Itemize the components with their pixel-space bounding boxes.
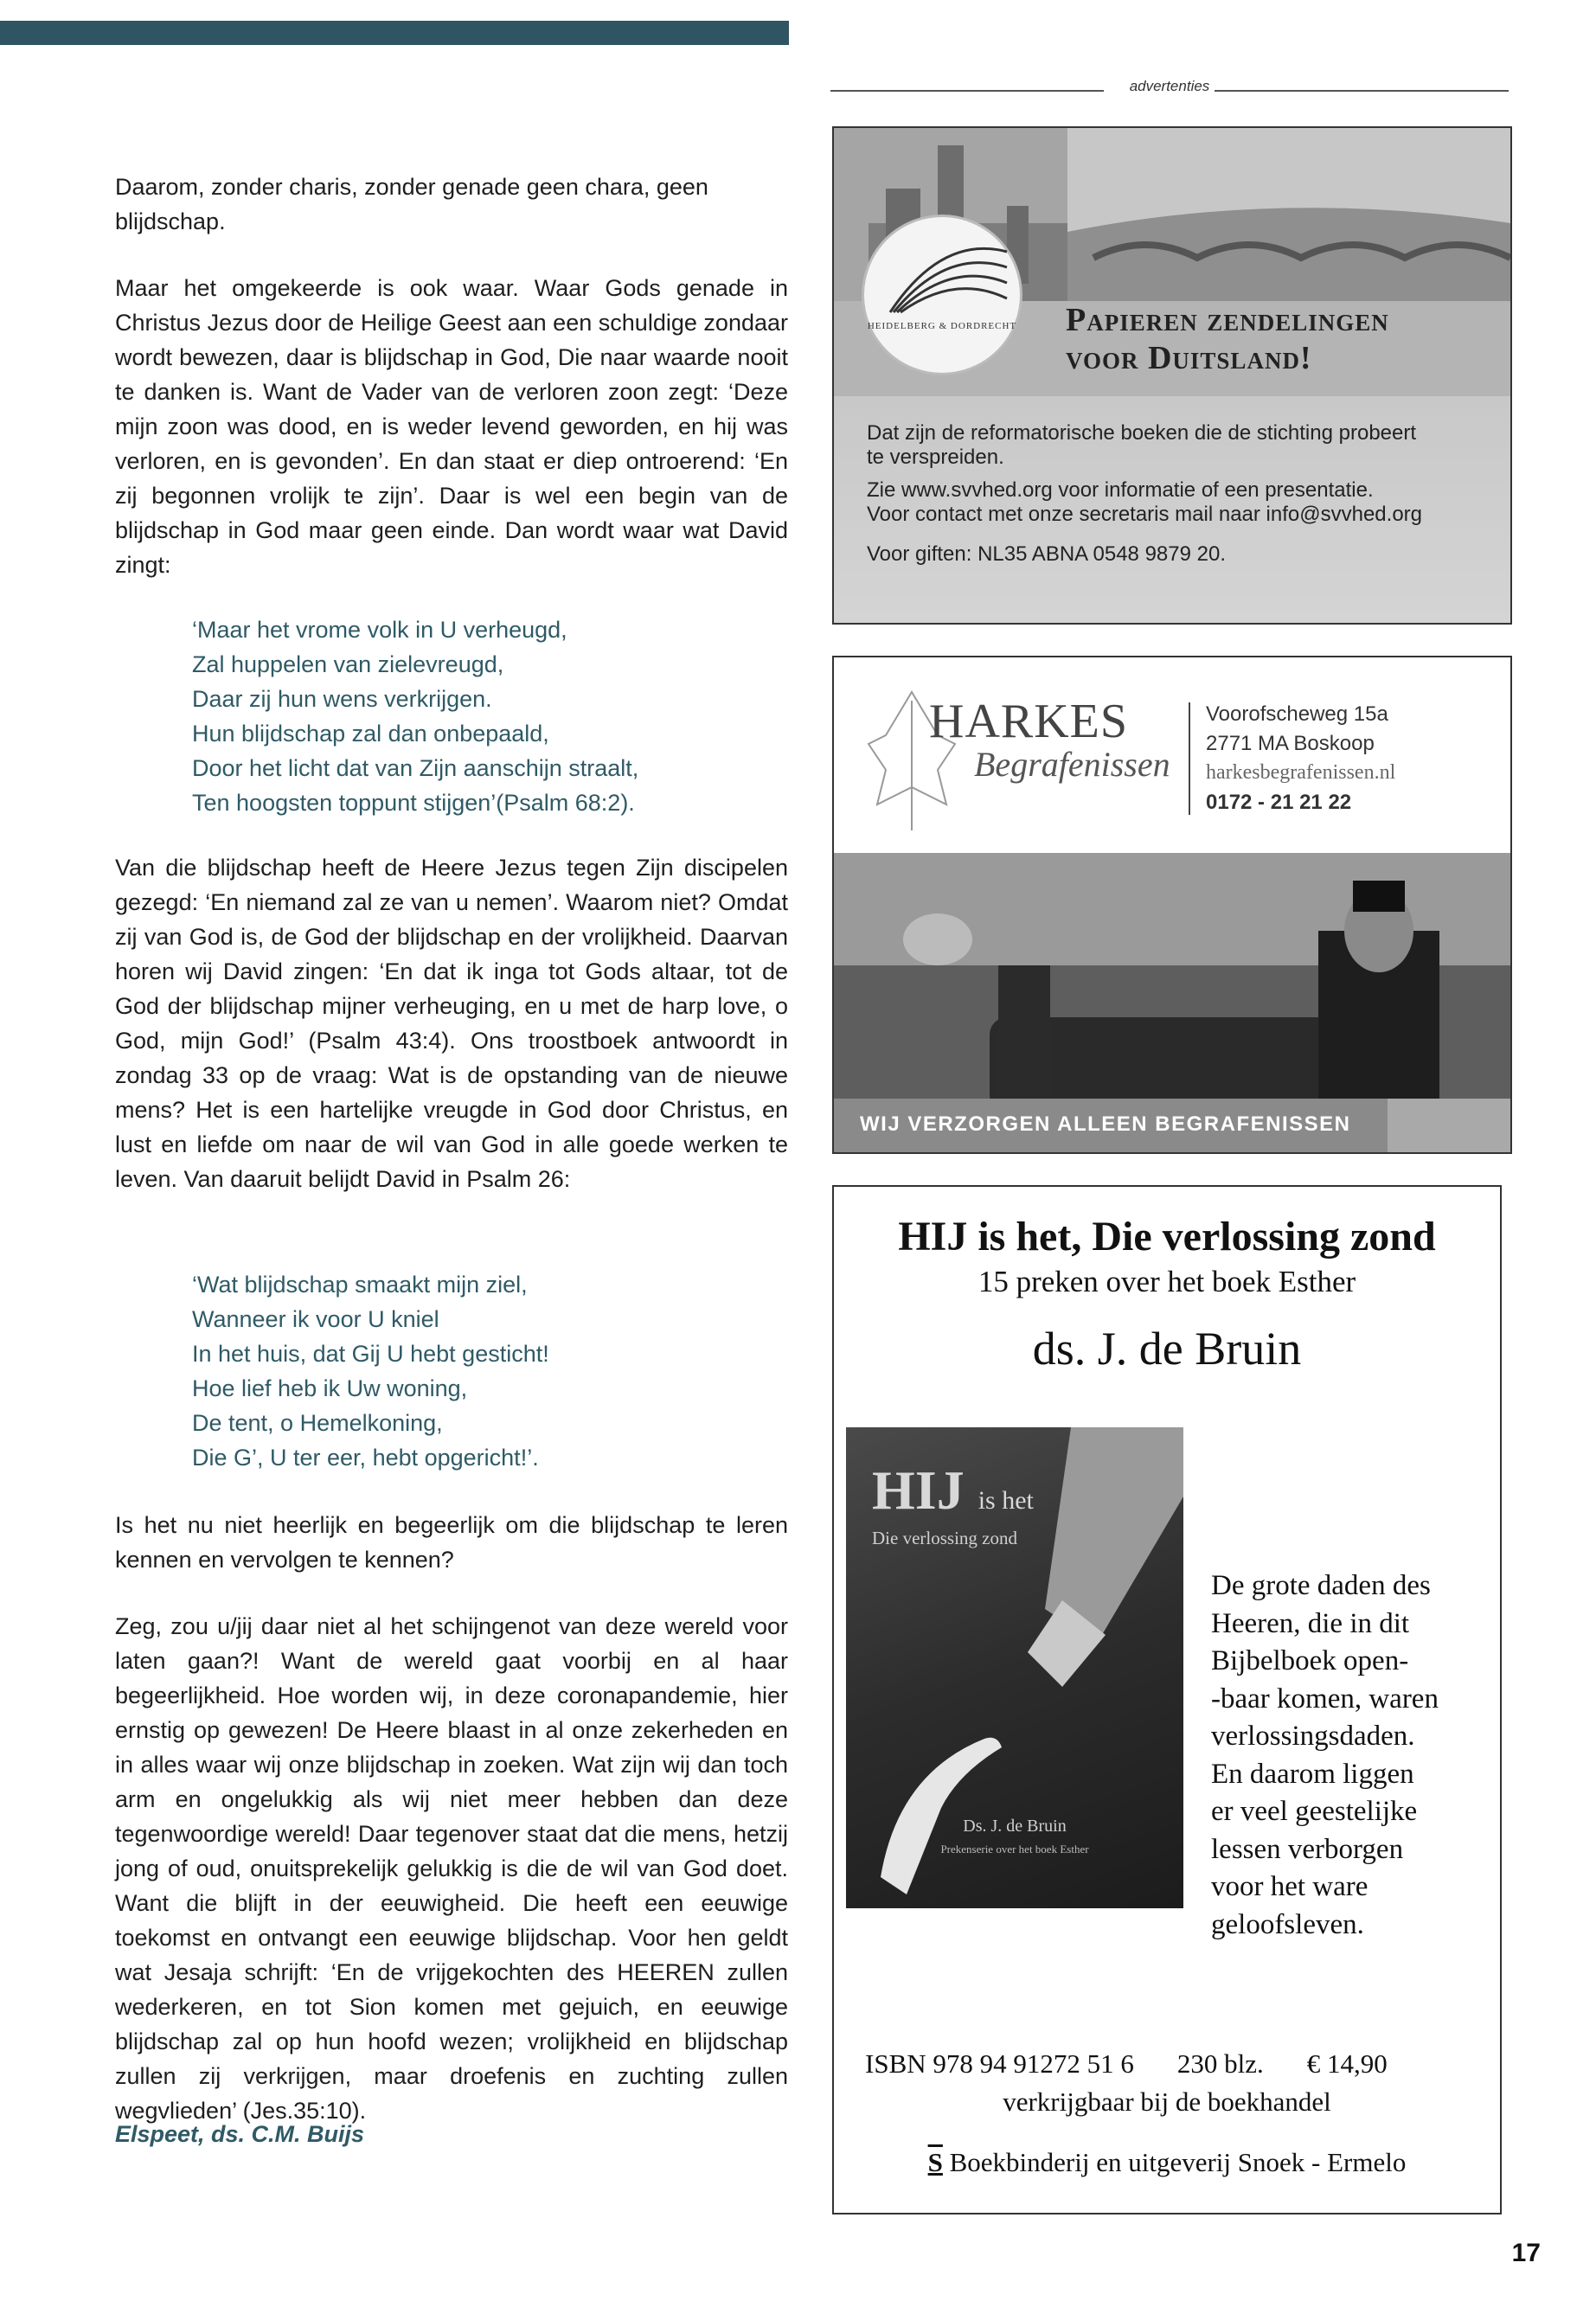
ad-line: Dat zijn de reformatorische boeken die de stichting probeert — [867, 421, 1417, 445]
section-label — [830, 76, 1509, 102]
article-paragraph-5 — [115, 1609, 788, 2128]
slogan-bar-end — [1388, 1099, 1510, 1152]
availability: verkrijgbaar bij de boekhandel — [1003, 2086, 1331, 2117]
book-description — [1211, 1567, 1439, 1944]
article-paragraph-3 — [115, 850, 788, 1196]
ad-harkes-begrafenissen — [832, 656, 1512, 1154]
address-line: 2771 MA Boskoop — [1206, 732, 1375, 755]
desc-line: Bijbelboek open- — [1211, 1645, 1409, 1676]
harkes-name: HARKES — [929, 695, 1129, 748]
ad-line: Voor contact met onze secretaris mail naar info@svvhed.org — [867, 503, 1422, 526]
page-count: 230 blz. — [1176, 2048, 1264, 2079]
book-title: HIJ is het, Die verlossing zond — [898, 1214, 1436, 1259]
section-label-text: advertenties — [1129, 78, 1210, 94]
isbn: ISBN 978 94 91272 51 6 — [865, 2048, 1134, 2079]
verse-line: Hoe lief heb ik Uw woning, — [192, 1375, 468, 1401]
slogan-text: WIJ VERZORGEN ALLEEN BEGRAFENISSEN — [860, 1112, 1351, 1136]
desc-line: Heeren, die in dit — [1211, 1607, 1410, 1639]
desc-line: er veel geestelijke — [1211, 1796, 1418, 1827]
ad-line: Zie www.svvhed.org voor informatie of een presentatie. — [867, 478, 1374, 502]
article-paragraph-2 — [115, 271, 788, 582]
verse-line: ‘Wat blijdschap smaakt mijn ziel, — [192, 1272, 528, 1298]
publisher-logo-icon: S — [927, 2147, 943, 2177]
desc-line: voor het ware — [1211, 1871, 1368, 1902]
paragraph-text: Maar het omgekeerde is ook waar. Waar Gods genade in Christus Jezus door de Heilige Geest aan een schuldige zondaar wordt bewezen, daar is blijdschap in God, Die naar waarde nooit te danken is. Want de Vader van de verloren zoon zegt: ‘Deze mijn zoon was dood, en is weder levend geworden, en hij was verloren, en is gevonden’. En dan staat er diep ontroerend: ‘En zij begonnen vrolijk te zijn’. Daar is wel een begin van de blijdschap in God maar geen einde. Dan wordt waar wat David zingt: — [115, 275, 788, 578]
slogan-bar — [834, 1099, 1388, 1152]
publisher — [834, 2147, 1500, 2178]
ad-title-line2: voor Duitsland! — [1066, 340, 1312, 376]
harkes-header — [834, 657, 1510, 853]
ad-title — [1066, 301, 1389, 377]
ad-line: te verspreiden. — [867, 445, 1004, 469]
divider — [1189, 702, 1190, 815]
book-author: ds. J. de Bruin — [1032, 1323, 1302, 1375]
desc-line: lessen verborgen — [1211, 1833, 1404, 1865]
price: € 14,90 — [1306, 2048, 1388, 2079]
verse-line: Die G’, U ter eer, hebt opgericht!’. — [192, 1445, 539, 1471]
book-subtitle: 15 preken over het boek Esther — [977, 1265, 1356, 1298]
cover-author: Ds. J. de Bruin — [963, 1817, 1067, 1836]
ad-papieren-zendelingen — [832, 126, 1512, 625]
article-paragraph-1 — [115, 170, 788, 239]
ad-book-esther — [832, 1185, 1502, 2214]
psalm-quote-2 — [192, 1267, 549, 1475]
cover-title-small: is het — [977, 1486, 1034, 1515]
paragraph-text: Is het nu niet heerlijk en begeerlijk om die blijdschap te leren kennen en vervolgen te kennen? — [115, 1512, 788, 1573]
book-details — [865, 2048, 1388, 2080]
paragraph-text: Zeg, zou u/jij daar niet al het schijngenot van deze wereld voor laten gaan?! Want de wereld gaat voorbij en al haar begeerlijkheid. Hoe worden wij, in deze coronapandemie, hier ernstig op gewezen! De Heere blaast in al onze zekerheden en in alles waar wij onze blijdschap in zoeken. Wat zijn wij dan toch arm en ongelukkig als wij niet meer hebben dan deze tegenwoordige wereld! Daar tegenover staat dat die mens, hetzij jong of oud, onuitsprekelijk gelukkig is die de wil van God doet. Want die blijft in der eeuwigheid. Die heeft een eeuwige toekomst en ontvangt een eeuwige blijdschap. Voor hen geldt wat Jesaja schrijft: ‘En de vrijgekochten des HEEREN zullen wederkeren, en tot Sion komen met gejuich, en eeuwige blijdschap zal op hun hoofd wezen; vrolijkheid en blijdschap zullen zij verkrijgen, maar droefenis en zuchting zullen wegvlieden’ (Jes.35:10). — [115, 1613, 788, 2124]
cover-subtitle: Die verlossing zond — [872, 1528, 1017, 1548]
verse-line: Ten hoogsten toppunt stijgen’(Psalm 68:2). — [192, 790, 635, 816]
book-cover — [846, 1427, 1183, 1908]
logo-text: HEIDELBERG & DORDRECHT — [867, 321, 1017, 331]
verse-line: Zal huppelen van zielevreugd, — [192, 651, 504, 677]
verse-line: In het huis, dat Gij U hebt gesticht! — [192, 1341, 549, 1367]
ad-title-line1: Papieren zendelingen — [1066, 302, 1389, 338]
cover-series: Prekenserie over het boek Esther — [940, 1843, 1089, 1856]
fan-logo-icon — [864, 217, 1020, 321]
harkes-subtitle: Begrafenissen — [974, 745, 1170, 784]
ad-line: Voor giften: NL35 ABNA 0548 9879 20. — [867, 542, 1226, 566]
desc-line: De grote daden des — [1211, 1570, 1431, 1601]
verse-line: Door het licht dat van Zijn aanschijn straalt, — [192, 755, 639, 781]
page-number: 17 — [1511, 2239, 1541, 2267]
verse-line: Daar zij hun wens verkrijgen. — [192, 686, 492, 712]
article-paragraph-4 — [115, 1508, 788, 1577]
divider-right — [1215, 90, 1509, 92]
address-line: Voorofscheweg 15a — [1206, 702, 1388, 726]
verse-line: ‘Maar het vrome volk in U verheugd, — [192, 617, 567, 643]
verse-line: Wanneer ik voor U kniel — [192, 1306, 439, 1332]
phone-number: 0172 - 21 21 22 — [1206, 791, 1352, 814]
desc-line: En daarom liggen — [1211, 1758, 1414, 1790]
psalm-quote-1 — [192, 612, 638, 820]
article-signature: Elspeet, ds. C.M. Buijs — [115, 2121, 365, 2147]
cover-title — [872, 1458, 1034, 1522]
paragraph-text: Daarom, zonder charis, zonder genade geen chara, geen blijdschap. — [115, 174, 708, 234]
cover-title-big: HIJ — [872, 1459, 965, 1521]
svvhed-logo — [862, 215, 1022, 375]
header-color-bar — [0, 21, 789, 45]
publisher-name: Boekbinderij en uitgeverij Snoek - Ermelo — [949, 2147, 1407, 2177]
website: harkesbegrafenissen.nl — [1206, 761, 1396, 784]
desc-line: geloofsleven. — [1211, 1908, 1364, 1940]
desc-line: verlossingsdaden. — [1211, 1721, 1415, 1752]
verse-line: De tent, o Hemelkoning, — [192, 1410, 443, 1436]
paragraph-text: Van die blijdschap heeft de Heere Jezus tegen Zijn discipelen gezegd: ‘En niemand zal ze van u nemen’. Waarom niet? Omdat zij van God is, de God der blijdschap en der vrolijkheid. Daarvan horen wij David zingen: ‘En dat ik inga tot Gods altaar, tot de God der blijdschap mijner verheuging, en u met de harp love, o God, mijn God!’ (Psalm 43:4). Ons troostboek antwoordt in zondag 33 op de vraag: Wat is de opstanding van de nieuwe mens? Het is een hartelijke vreugde in God door Christus, en lust en liefde om naar de wil van God in alle goede werken te leven. Van daaruit belijdt David in Psalm 26: — [115, 855, 788, 1192]
verse-line: Hun blijdschap zal dan onbepaald, — [192, 721, 549, 747]
desc-line: -baar komen, waren — [1211, 1682, 1439, 1715]
